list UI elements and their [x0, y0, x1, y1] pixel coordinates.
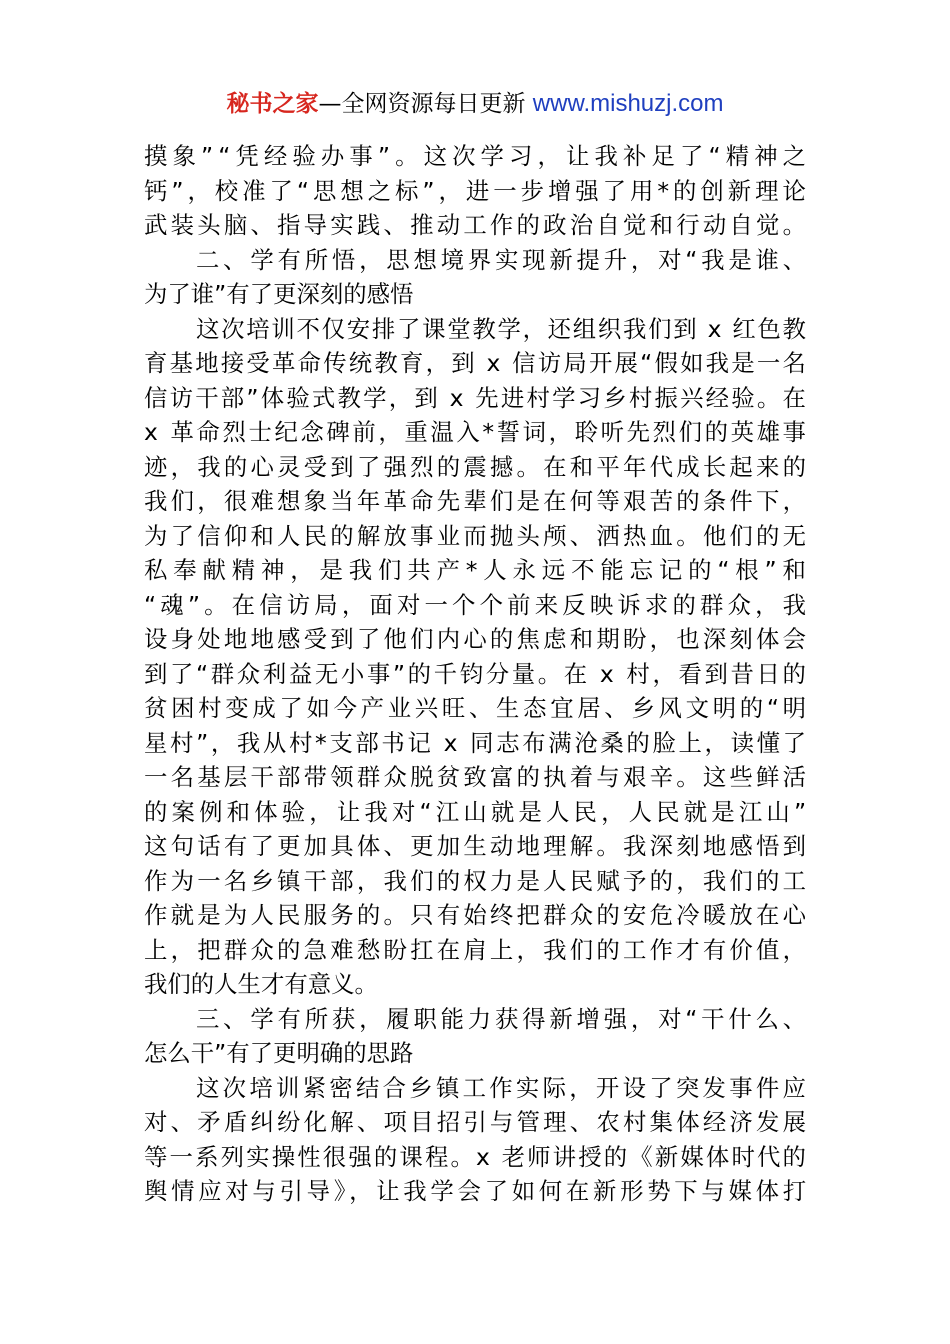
text-line: 这句话有了更加具体、更加生动地理解。我深刻地感悟到 — [144, 832, 810, 860]
text-line: 舆情应对与引导》，让我学会了如何在新形势下与媒体打 — [144, 1177, 810, 1205]
text-line: 星村”，我从村*支部书记 x 同志布满沧桑的脸上，读懂了 — [144, 728, 809, 757]
text-line: 为了谁”有了更深刻的感悟 — [144, 280, 414, 308]
text-line: 上，把群众的急难愁盼扛在肩上，我们的工作才有价值， — [144, 935, 810, 964]
text-line: 钙”，校准了“思想之标”，进一步增强了用*的创新理论 — [144, 176, 810, 205]
text-line: 我们的人生才有意义。 — [144, 970, 378, 998]
paragraph-start-line: 这次培训不仅安排了课堂教学，还组织我们到 x 红色教 — [196, 314, 808, 343]
text-line: 作为一名乡镇干部，我们的权力是人民赋予的，我们的工 — [144, 866, 810, 895]
text-line: 一名基层干部带领群众脱贫致富的执着与艰辛。这些鲜活 — [144, 763, 810, 791]
document-body — [144, 139, 812, 1209]
text-line: 私奉献精神，是我们共产*人永远不能忘记的“根”和 — [144, 556, 812, 584]
text-line: 武装头脑、指导实践、推动工作的政治自觉和行动自觉。 — [144, 211, 810, 239]
text-line: 育基地接受革命传统教育，到 x 信访局开展“假如我是一名 — [144, 349, 809, 377]
header-tagline: —全网资源每日更新 — [318, 91, 533, 117]
text-line: 迹，我的心灵受到了强烈的震撼。在和平年代成长起来的 — [144, 452, 810, 481]
paragraph-start-line: 三、学有所获，履职能力获得新增强，对“干什么、 — [196, 1004, 810, 1033]
text-line: 的案例和体验，让我对“江山就是人民，人民就是江山” — [144, 797, 811, 826]
text-line: 设身处地地感受到了他们内心的焦虑和期盼，也深刻体会 — [144, 625, 810, 653]
text-line: 信访干部”体验式教学，到 x 先进村学习乡村振兴经验。在 — [144, 383, 809, 412]
text-line: “魂”。在信访局，面对一个个前来反映诉求的群众，我 — [144, 590, 811, 619]
text-line: 等一系列实操性很强的课程。x 老师讲授的《新媒体时代的 — [144, 1142, 809, 1171]
text-line: 对、矛盾纠纷化解、项目招引与管理、农村集体经济发展 — [144, 1108, 810, 1136]
text-line: 为了信仰和人民的解放事业而抛头颅、洒热血。他们的无 — [144, 521, 810, 550]
paragraph-start-line: 二、学有所悟，思想境界实现新提升，对“我是谁、 — [196, 245, 810, 274]
text-line: 怎么干”有了更明确的思路 — [144, 1039, 414, 1067]
text-line: 作就是为人民服务的。只有始终把群众的安危冷暖放在心 — [144, 901, 810, 929]
site-url-link[interactable]: www.mishuzj.com — [532, 90, 724, 117]
paragraph-start-line: 这次培训紧密结合乡镇工作实际，开设了突发事件应 — [196, 1073, 810, 1102]
text-line: 我们，很难想象当年革命先辈们是在何等艰苦的条件下， — [144, 487, 810, 515]
text-line: x 革命烈士纪念碑前，重温入*誓词，聆听先烈们的英雄事 — [144, 418, 809, 446]
text-line: 到了“群众利益无小事”的千钧分量。在 x 村，看到昔日的 — [144, 659, 809, 688]
site-header — [0, 86, 950, 122]
text-line: 贫困村变成了如今产业兴旺、生态宜居、乡风文明的“明 — [144, 694, 810, 722]
text-line: 摸象”“凭经验办事”。这次学习，让我补足了“精神之 — [144, 142, 812, 170]
brand-name: 秘书之家 — [226, 91, 319, 117]
